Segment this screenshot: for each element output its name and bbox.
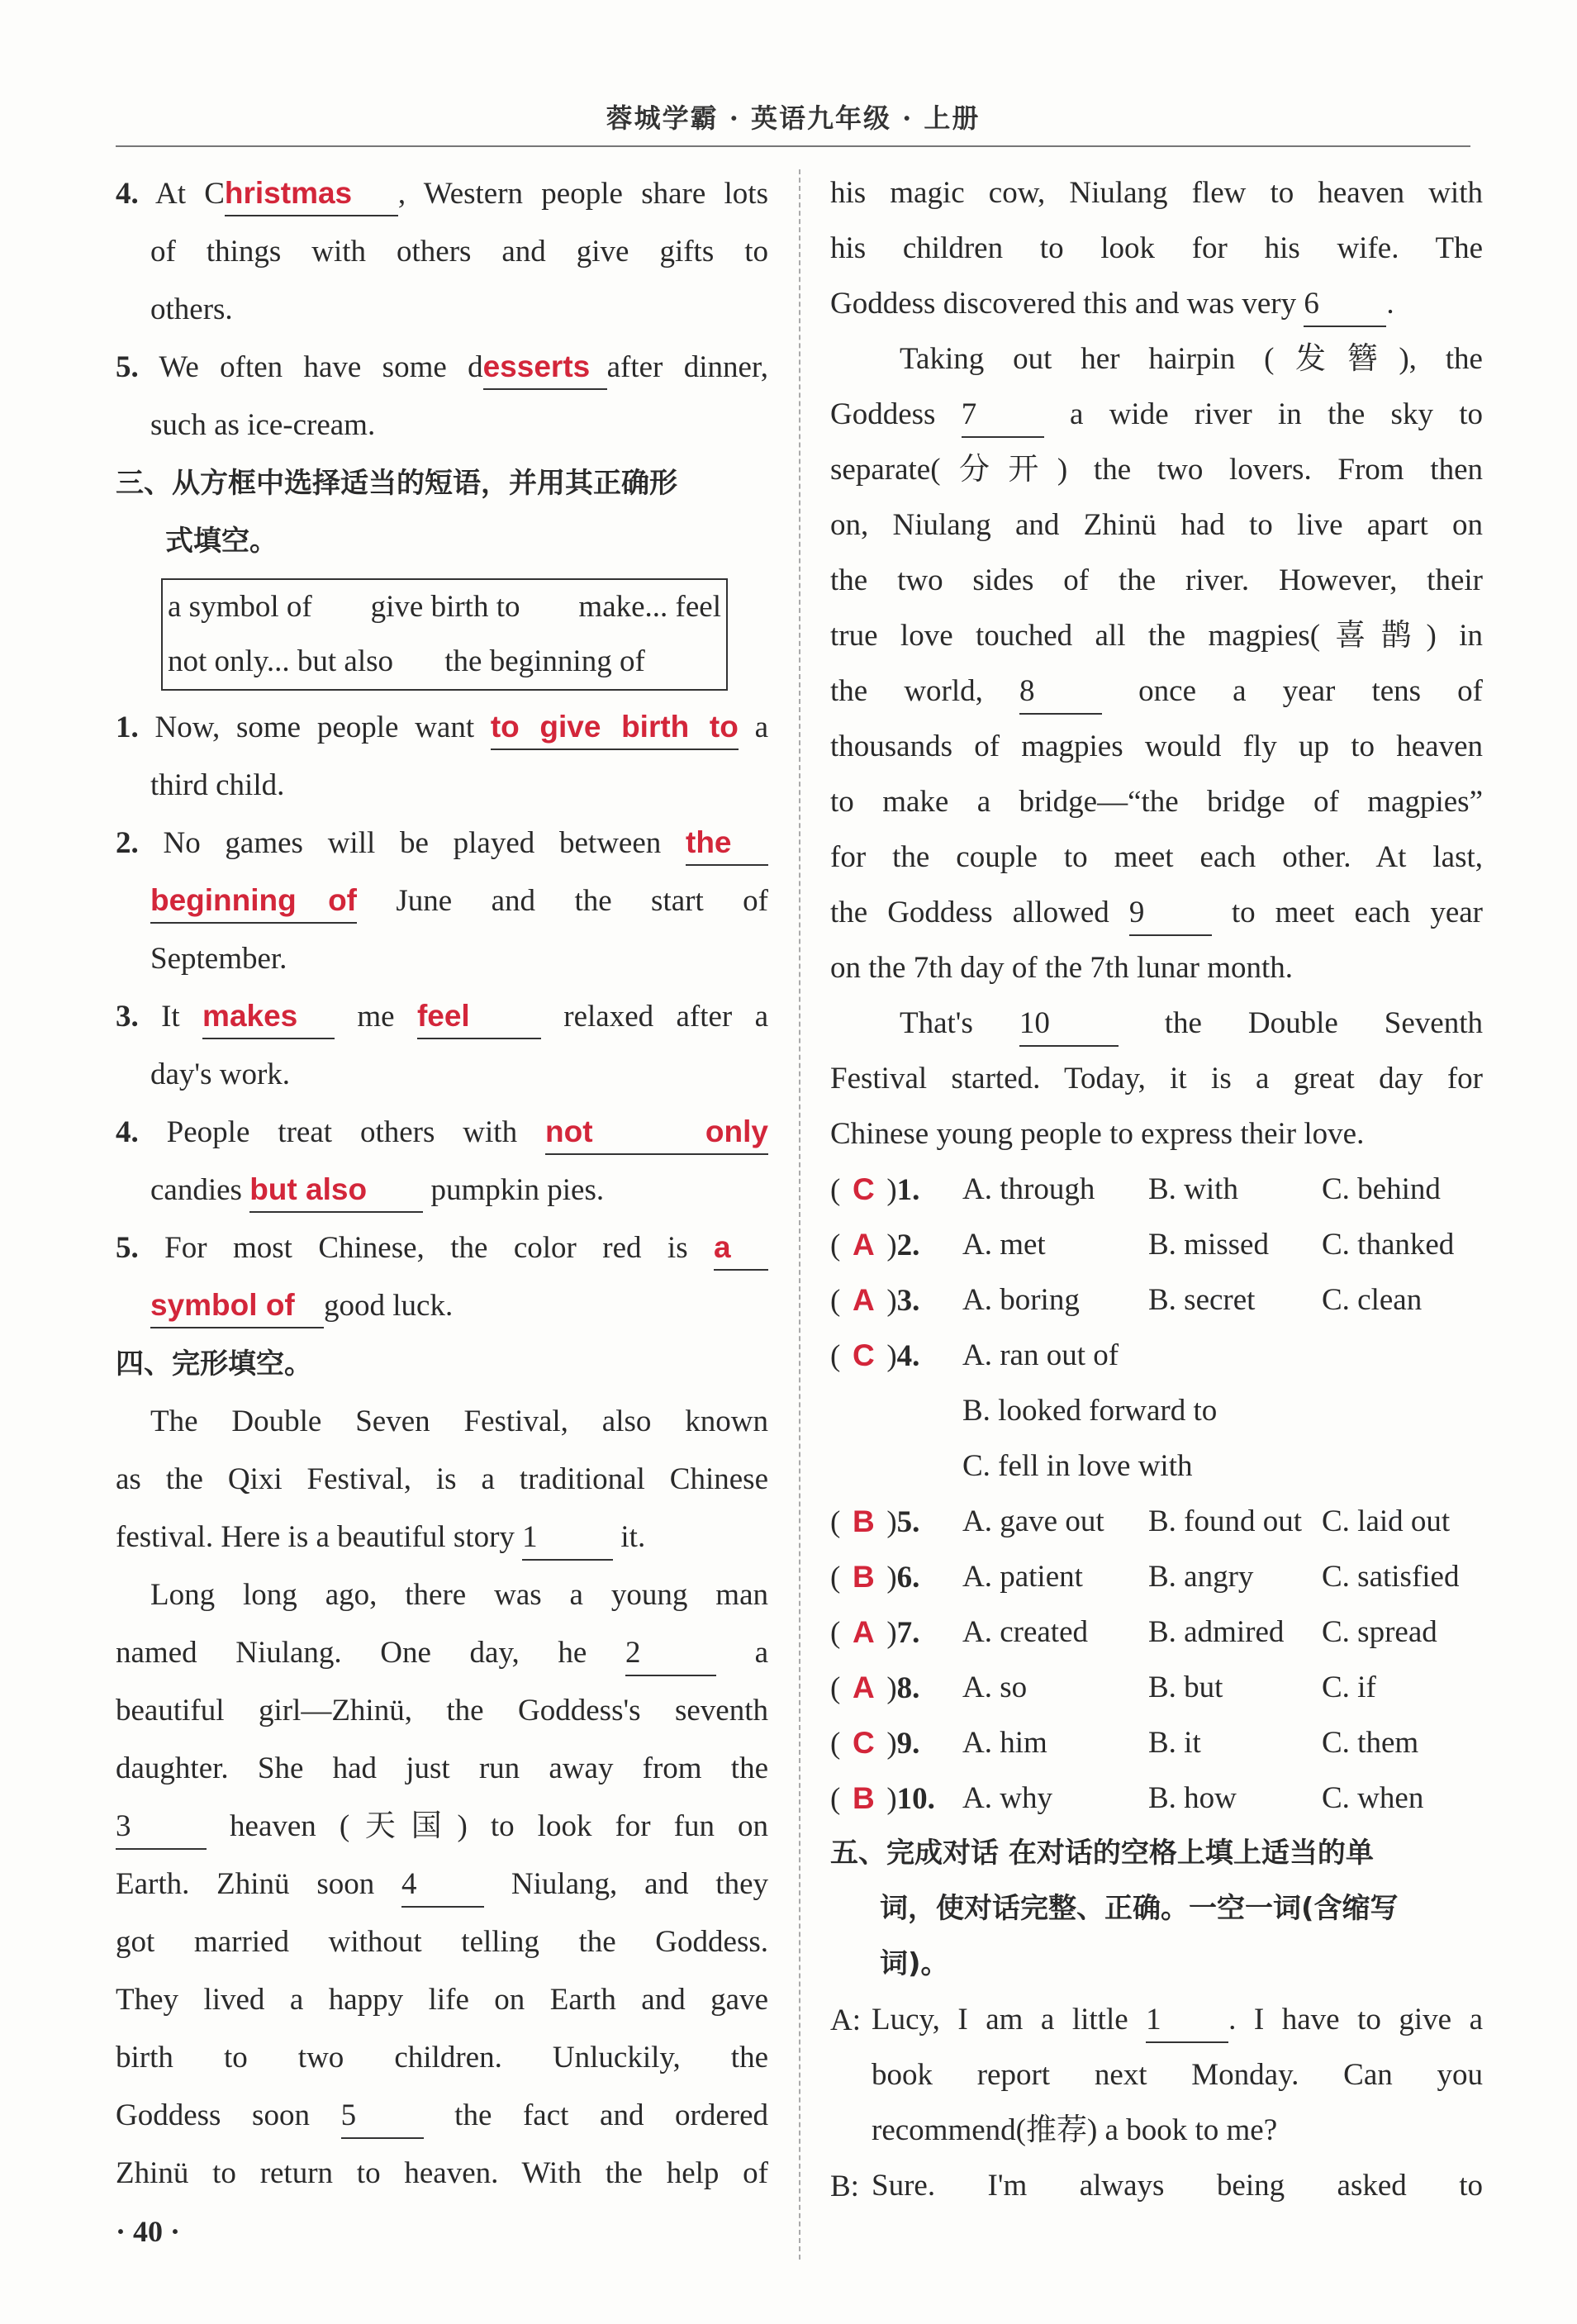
cloze-blank[interactable]: 8: [1019, 670, 1102, 715]
choice-answer[interactable]: B: [852, 1560, 875, 1594]
q4-line3: others.: [150, 292, 233, 326]
cloze-blank[interactable]: 6: [1304, 283, 1386, 327]
choice-answer[interactable]: A: [852, 1671, 875, 1704]
passage-line: the Goddess allowed 9 to meet each year: [830, 885, 1483, 940]
cloze-blank[interactable]: 2: [625, 1632, 716, 1676]
cloze-blank[interactable]: 9: [1129, 891, 1212, 936]
choice-row: ( C )1. A. through B. with C. behind: [830, 1162, 1483, 1217]
choice-row: ( B )5. A. gave out B. found out C. laid out: [830, 1494, 1483, 1549]
choice-answer[interactable]: C: [852, 1726, 875, 1760]
passage-line: Taking out her hairpin (发簪), the: [900, 342, 1483, 376]
answer-blank[interactable]: makes: [202, 995, 335, 1039]
column-divider: [799, 169, 800, 2260]
answer-blank[interactable]: symbol of: [150, 1284, 324, 1328]
passage-line: Festival started. Today, it is a great day for: [830, 1062, 1483, 1095]
choice-row: C. fell in love with: [962, 1449, 1193, 1483]
cloze-blank[interactable]: 5: [341, 2094, 424, 2139]
q4-line1: 4. At Christmas , Western people share lots: [116, 165, 768, 223]
choice-answer[interactable]: C: [852, 1338, 875, 1372]
q5-line1: 5. We often have some desserts after dinner,: [116, 339, 768, 397]
section3-title: 三、从方框中选择适当的短语，并用其正确形: [116, 467, 677, 500]
choice-answer[interactable]: B: [852, 1504, 875, 1538]
answer-blank[interactable]: a: [714, 1226, 768, 1271]
passage-line: Goddess soon 5 the fact and ordered: [116, 2087, 768, 2145]
answer-blank[interactable]: hristmas: [225, 172, 398, 216]
cloze-blank[interactable]: 7: [962, 393, 1044, 438]
section4-title: 四、完形填空。: [116, 1347, 312, 1381]
passage-line: daughter. She had just run away from the: [116, 1751, 768, 1785]
passage-line: his children to look for his wife. The: [830, 231, 1483, 265]
choice-answer[interactable]: B: [852, 1781, 875, 1815]
s3q2-line3: September.: [150, 942, 287, 976]
choice-row: ( C )4. A. ran out of: [830, 1328, 1483, 1383]
s3q1-line2: third child.: [150, 768, 285, 802]
passage-line: Chinese young people to express their love.: [830, 1117, 1365, 1151]
passage-line: Goddess discovered this and was very 6 .: [830, 276, 1483, 331]
page-header: 蓉城学霸 · 英语九年级 · 上册: [606, 102, 981, 134]
section5-title: 五、完成对话 在对话的空格上填上适当的单: [830, 1837, 1374, 1870]
dialog-b: B: Sure. I'm always being asked to: [830, 2169, 1483, 2203]
answer-blank[interactable]: the: [686, 821, 768, 866]
phrase-box-row: a symbol of give birth to make... feel: [168, 590, 721, 624]
passage-line: thousands of magpies would fly up to heaven: [830, 730, 1483, 763]
answer-blank[interactable]: not only: [545, 1110, 768, 1155]
passage-line: beautiful girl—Zhinü, the Goddess's seventh: [116, 1694, 768, 1728]
dialog-a: A: Lucy, I am a little 1 . I have to give a book report next Monday. Can you recommend(推荐) a book to me?: [830, 1992, 1483, 2158]
passage-line: the two sides of the river. However, their: [830, 563, 1483, 597]
passage-line: Goddess 7 a wide river in the sky to: [830, 387, 1483, 442]
choice-row: ( A )7. A. created B. admired C. spread: [830, 1604, 1483, 1660]
choice-answer[interactable]: A: [852, 1615, 875, 1649]
passage-line: The Double Seven Festival, also known: [150, 1404, 768, 1438]
section5-title-cont: 词)。: [880, 1947, 949, 1980]
choice-row: ( A )2. A. met B. missed C. thanked: [830, 1217, 1483, 1272]
s3q3-line1: 3. It makes me feel relaxed after a: [116, 988, 768, 1046]
s3q3-line2: day's work.: [150, 1057, 291, 1091]
answer-blank[interactable]: beginning of: [150, 879, 357, 924]
passage-line: named Niulang. One day, he 2 a: [116, 1624, 768, 1682]
passage-line: 3 heaven (天国) to look for fun on: [116, 1798, 768, 1856]
choice-row: ( C )9. A. him B. it C. them: [830, 1715, 1483, 1770]
choice-answer[interactable]: A: [852, 1283, 875, 1317]
section5-title-cont: 词，使对话完整、正确。一空一词(含缩写: [880, 1892, 1399, 1925]
choice-row: ( A )3. A. boring B. secret C. clean: [830, 1272, 1483, 1328]
passage-line: the world, 8 once a year tens of: [830, 663, 1483, 719]
choice-row: ( A )8. A. so B. but C. if: [830, 1660, 1483, 1715]
passage-line: on, Niulang and Zhinü had to live apart on: [830, 508, 1483, 542]
choice-row: B. looked forward to: [962, 1394, 1218, 1428]
cloze-blank[interactable]: 1: [522, 1516, 613, 1561]
s3q1-line1: 1. Now, some people want to give birth to a: [116, 699, 768, 757]
phrase-box-row: not only... but also the beginning of: [168, 644, 645, 678]
cloze-blank[interactable]: 10: [1019, 1002, 1119, 1047]
passage-line: Earth. Zhinü soon 4 Niulang, and they: [116, 1856, 768, 1913]
header-rule: [116, 145, 1470, 147]
answer-blank[interactable]: but also: [249, 1168, 423, 1213]
s3q5-line2: symbol of good luck.: [116, 1277, 768, 1335]
passage-line: They lived a happy life on Earth and gave: [116, 1983, 768, 2017]
choice-row: ( B )10. A. why B. how C. when: [830, 1770, 1483, 1826]
page-number: · 40 ·: [116, 2215, 181, 2248]
passage-line: for the couple to meet each other. At last,: [830, 840, 1483, 874]
cloze-blank[interactable]: 4: [401, 1863, 484, 1908]
choice-answer[interactable]: C: [852, 1172, 875, 1206]
choice-row: ( B )6. A. patient B. angry C. satisfied: [830, 1549, 1483, 1604]
passage-line: That's 10 the Double Seventh: [830, 996, 1483, 1051]
passage-line: to make a bridge—“the bridge of magpies”: [830, 785, 1483, 819]
right-column: [830, 165, 1483, 2216]
passage-line: got married without telling the Goddess.: [116, 1925, 768, 1959]
s3q4-line1: 4. People treat others with not only: [116, 1104, 768, 1162]
s3q5-line1: 5. For most Chinese, the color red is a: [116, 1219, 768, 1277]
passage-line: true love touched all the magpies(喜鹊) in: [830, 619, 1483, 653]
passage-line: separate(分开) the two lovers. From then: [830, 453, 1483, 487]
passage-line: festival. Here is a beautiful story 1 it.: [116, 1509, 768, 1566]
passage-line: Long long ago, there was a young man: [150, 1578, 768, 1612]
passage-line: as the Qixi Festival, is a traditional Chinese: [116, 1462, 768, 1496]
section3-title-cont: 式填空。: [165, 525, 278, 558]
s3q2-line2: beginning of June and the start of: [116, 872, 768, 930]
cloze-blank[interactable]: 3: [116, 1805, 207, 1850]
dialog-blank[interactable]: 1: [1146, 1998, 1228, 2043]
left-column: [116, 165, 768, 2203]
passage-line: on the 7th day of the 7th lunar month.: [830, 951, 1294, 985]
passage-line: his magic cow, Niulang flew to heaven with: [830, 176, 1483, 210]
answer-blank[interactable]: esserts: [483, 345, 607, 390]
answer-blank[interactable]: feel: [417, 995, 541, 1039]
s3q4-line2: candies but also pumpkin pies.: [116, 1162, 768, 1219]
q4-line2: of things with others and give gifts to: [150, 235, 768, 269]
passage-line: birth to two children. Unluckily, the: [116, 2041, 768, 2074]
s3q2-line1: 2. No games will be played between the: [116, 815, 768, 872]
choice-answer[interactable]: A: [852, 1228, 875, 1262]
passage-line: Zhinü to return to heaven. With the help of: [116, 2156, 768, 2190]
phrase-box: [161, 578, 728, 691]
answer-blank[interactable]: to give birth to: [491, 706, 739, 750]
q5-line2: such as ice-cream.: [150, 408, 376, 442]
